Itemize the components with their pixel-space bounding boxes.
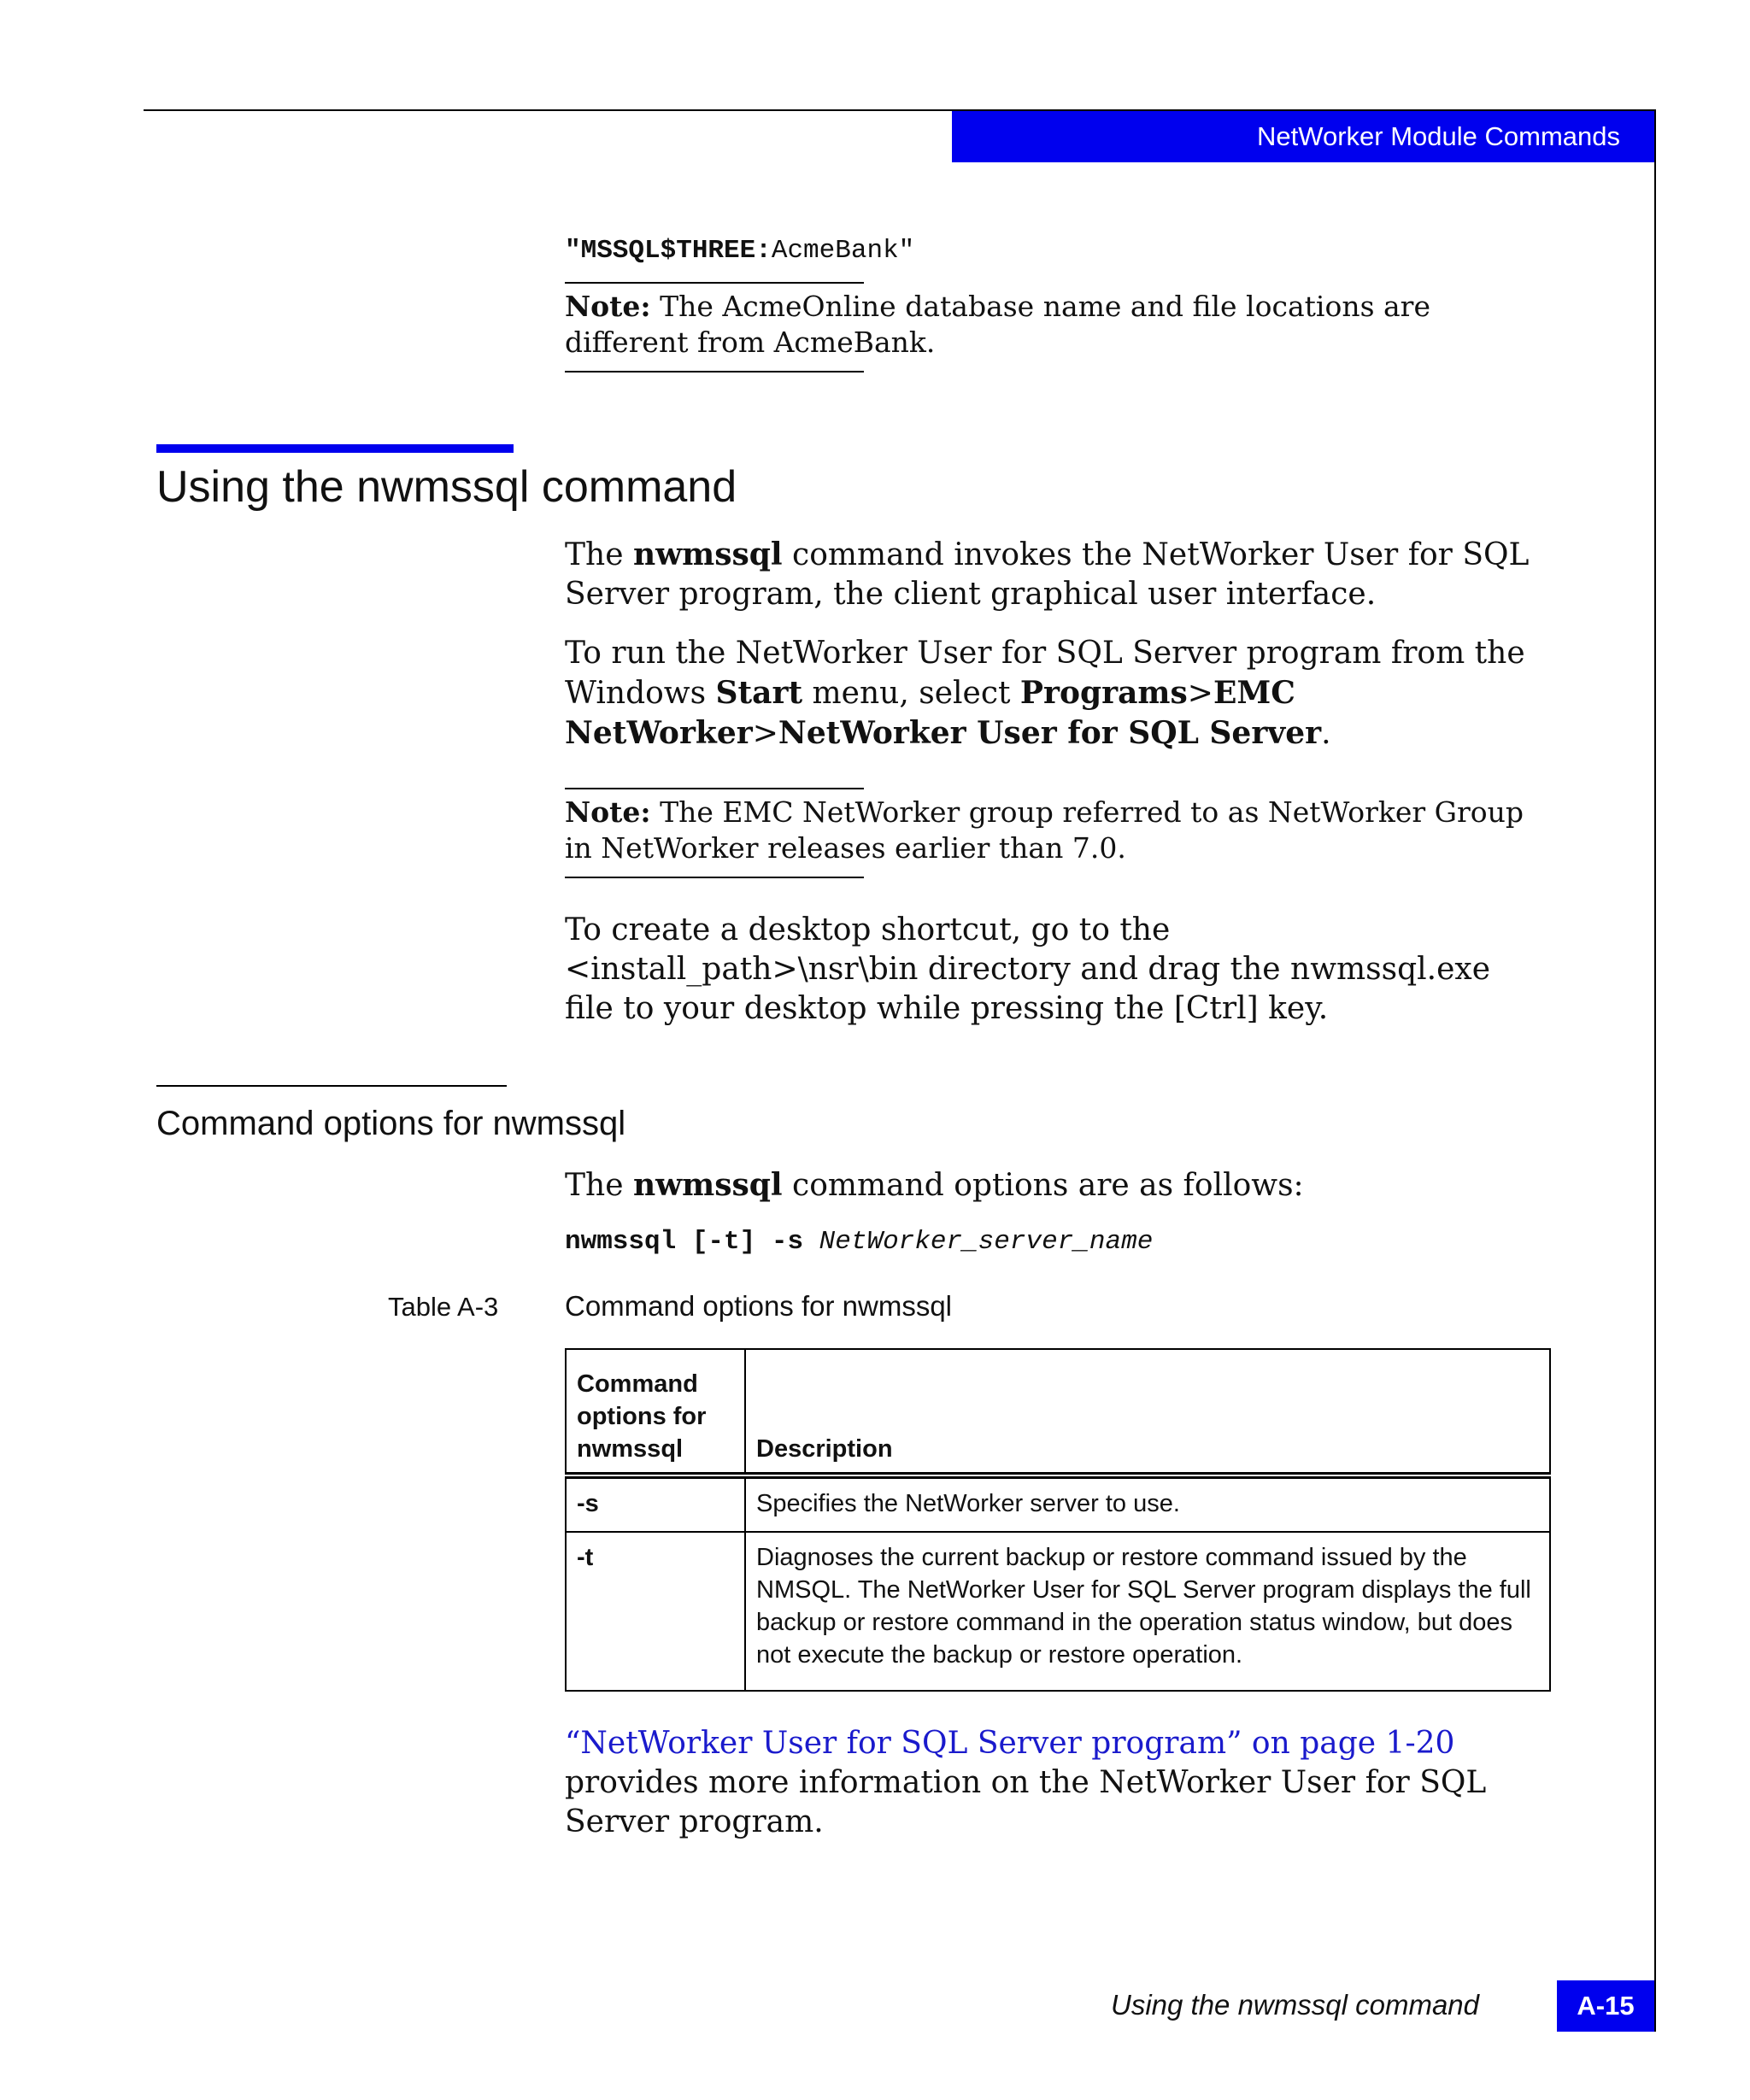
paragraph-start-menu xyxy=(565,634,1582,754)
table-row xyxy=(566,1532,1550,1691)
paragraph-shortcut: To create a desktop shortcut, go to the <install_path>\nsr\bin directory and drag the nwmssql.exe file to your desktop while pressing the [Ctrl] key. xyxy=(565,912,1491,1026)
note-text: The AcmeOnline database name and file locations are different from AcmeBank. xyxy=(565,290,1430,359)
header-option: Command options for nwmssql xyxy=(566,1349,745,1475)
text-span: menu, select xyxy=(802,676,1020,711)
footer-title: Using the nwmssql command xyxy=(1111,1989,1479,2021)
text-span: provides more information on the NetWorker User for SQL Server program. xyxy=(565,1765,1487,1839)
page-number: A-15 xyxy=(1557,1980,1654,2032)
text-span: The xyxy=(565,1168,633,1203)
table-number: Table A-3 xyxy=(388,1292,499,1322)
table-title: Command options for nwmssql xyxy=(565,1290,953,1322)
note-rule-bottom xyxy=(565,877,864,878)
text-span: > xyxy=(1187,676,1213,711)
menu-start: Start xyxy=(715,675,803,711)
code-sample xyxy=(565,236,914,266)
code-sample-rest: AcmeBank" xyxy=(771,236,915,266)
options-table xyxy=(565,1348,1551,1692)
table-row xyxy=(566,1475,1550,1532)
text-span: command options are as follows: xyxy=(782,1168,1304,1203)
text-span: command invokes the NetWorker User for SQL Server program, the client graphical user interface. xyxy=(565,537,1530,612)
paragraph-options xyxy=(565,1165,1582,1205)
text-span: To run the NetWorker User for SQL Server program from the Windows xyxy=(565,636,1525,711)
note-acmeonline xyxy=(565,289,1547,361)
section-heading: Using the nwmssql command xyxy=(156,462,737,512)
note-label: Note: xyxy=(565,795,651,829)
description-cell: Specifies the NetWorker server to use. xyxy=(745,1475,1550,1532)
syntax-argument: NetWorker_server_name xyxy=(819,1227,1154,1257)
option-cell: -t xyxy=(566,1532,745,1691)
side-rule xyxy=(1654,109,1656,2032)
subsection-heading: Command options for nwmssql xyxy=(156,1105,626,1142)
table-header-row xyxy=(566,1349,1550,1475)
header-description: Description xyxy=(745,1349,1550,1475)
text-span: . xyxy=(1321,716,1331,751)
code-sample-bold: "MSSQL$THREE: xyxy=(565,236,772,266)
note-text: The EMC NetWorker group referred to as NetWorker Group in NetWorker releases earlier than 7.0. xyxy=(565,795,1524,865)
description-cell: Diagnoses the current backup or restore command issued by the NMSQL. The NetWorker User for SQL Server program displays the full backup or restore command in the operation status window, but does not execute the backup or restore operation. xyxy=(745,1532,1550,1691)
note-rule-top xyxy=(565,282,864,284)
command-name: nwmssql xyxy=(632,1167,783,1203)
menu-programs: Programs xyxy=(1019,675,1188,711)
text-span: The xyxy=(565,537,633,572)
note-label: Note: xyxy=(565,290,651,323)
note-rule-bottom xyxy=(565,371,864,372)
menu-emc-networker: EMC NetWorker xyxy=(565,675,1295,751)
paragraph-xref xyxy=(565,1724,1573,1842)
text-span: > xyxy=(752,716,778,751)
note-networker-group xyxy=(565,795,1547,866)
option-cell: -s xyxy=(566,1475,745,1532)
heading-accent-bar xyxy=(156,444,514,453)
command-name: nwmssql xyxy=(632,537,783,572)
menu-networker-user: NetWorker User for SQL Server xyxy=(778,715,1322,751)
xref-link[interactable]: “NetWorker User for SQL Server program” on page 1-20 xyxy=(565,1726,1455,1761)
syntax-command: nwmssql [-t] -s xyxy=(565,1227,819,1257)
note-rule-top xyxy=(565,788,864,789)
running-header: NetWorker Module Commands xyxy=(952,111,1654,162)
subheading-rule xyxy=(156,1085,507,1087)
paragraph-intro xyxy=(565,535,1582,614)
command-syntax xyxy=(565,1227,1153,1257)
